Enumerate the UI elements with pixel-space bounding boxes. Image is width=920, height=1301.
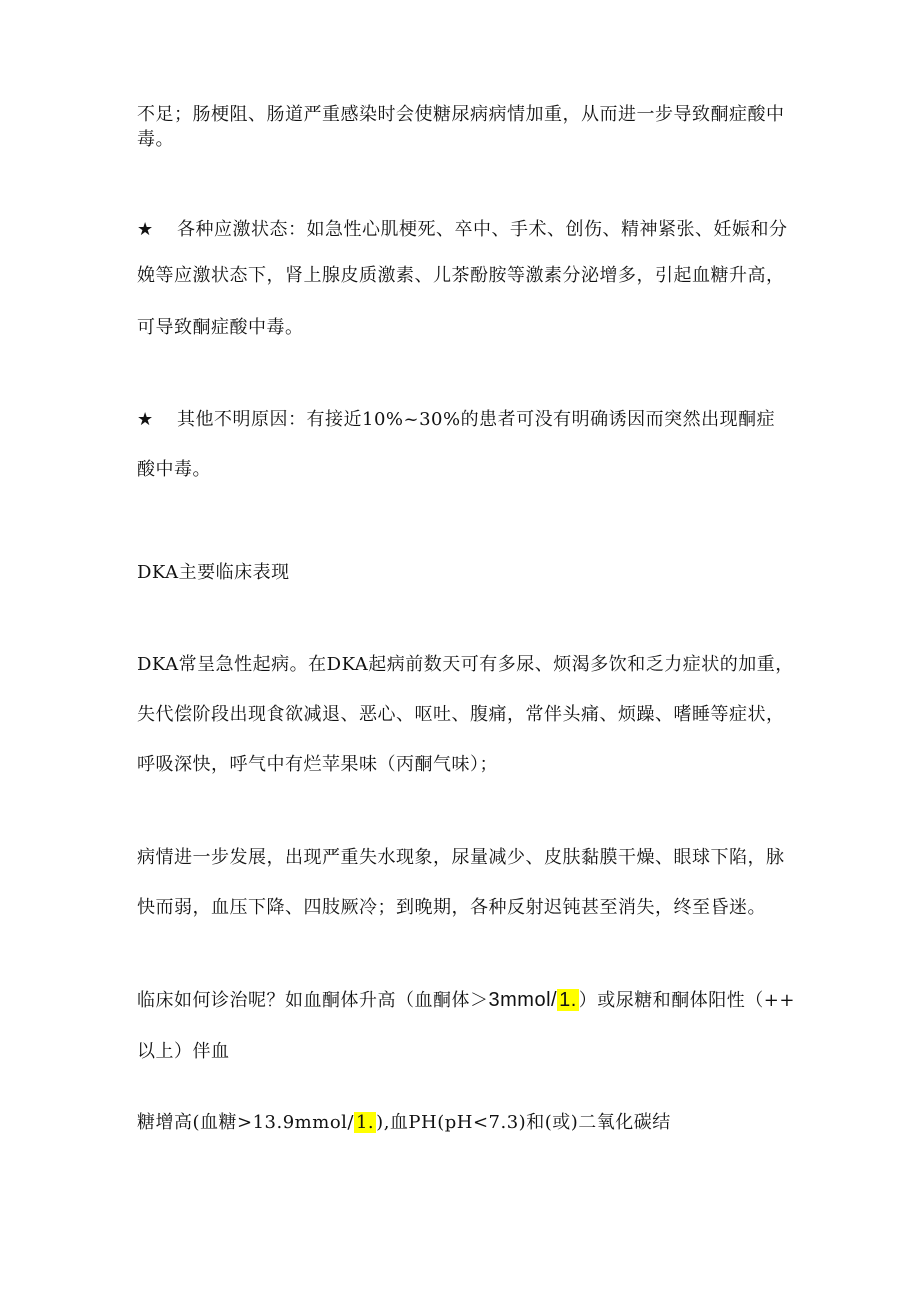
highlight-mark: 1. xyxy=(355,1112,375,1133)
diagnosis-line-2: 以上）伴血 xyxy=(137,1041,230,1062)
stress-item-text-1: 各种应激状态：如急性心肌梗死、卒中、手术、创伤、精神紧张、妊娠和分 xyxy=(177,219,788,240)
stress-item-line-2: 娩等应激状态下，肾上腺皮质激素、儿茶酚胺等激素分泌增多，引起血糖升高， xyxy=(137,265,785,286)
causes-line-1: 不足；肠梗阻、肠道严重感染时会使糖尿病病情加重，从而进一步导致酮症酸中 xyxy=(137,104,785,125)
causes-line-2: 毒。 xyxy=(137,129,174,150)
diagnosis-line-3 xyxy=(137,1110,671,1136)
diagnosis-line-1 xyxy=(137,987,795,1014)
late-line-1: 病情进一步发展，出现严重失水现象，尿量减少、皮肤黏膜干燥、眼球下陷，脉 xyxy=(137,847,785,868)
diagnosis-text-1c: ）或尿糖和酮体阳性（++ xyxy=(578,990,795,1011)
diagnosis-text-3b: ),血PH(pH<7.3)和(或)二氧化碳结 xyxy=(376,1112,671,1133)
diagnosis-unit-1: 3mmol/ xyxy=(488,989,558,1011)
unknown-item-text-1: 其他不明原因：有接近10%~30%的患者可没有明确诱因而突然出现酮症 xyxy=(177,409,776,430)
early-line-1: DKA常呈急性起病。在DKA起病前数天可有多尿、烦渴多饮和乏力症状的加重， xyxy=(137,654,794,675)
stress-item-line-3: 可导致酮症酸中毒。 xyxy=(137,317,304,338)
stress-item-line-1 xyxy=(137,217,788,243)
early-line-3: 呼吸深快，呼气中有烂苹果味（丙酮气味）； xyxy=(137,754,498,775)
star-bullet-icon: ★ xyxy=(137,409,154,430)
highlight-mark: 1. xyxy=(559,989,577,1011)
early-line-2: 失代偿阶段出现食欲减退、恶心、呕吐、腹痛，常伴头痛、烦躁、嗜睡等症状， xyxy=(137,704,785,725)
diagnosis-text-1a: 临床如何诊治呢？如血酮体升高（血酮体＞ xyxy=(137,990,489,1011)
section-heading: DKA主要临床表现 xyxy=(137,562,290,583)
unknown-item-line-2: 酸中毒。 xyxy=(137,459,211,480)
diagnosis-text-3a: 糖增高(血糖>13.9mmol/ xyxy=(137,1112,354,1133)
late-line-2: 快而弱，血压下降、四肢厥冷；到晚期，各种反射迟钝甚至消失，终至昏迷。 xyxy=(137,897,766,918)
unknown-item-line-1 xyxy=(137,407,775,433)
star-bullet-icon: ★ xyxy=(137,219,154,240)
